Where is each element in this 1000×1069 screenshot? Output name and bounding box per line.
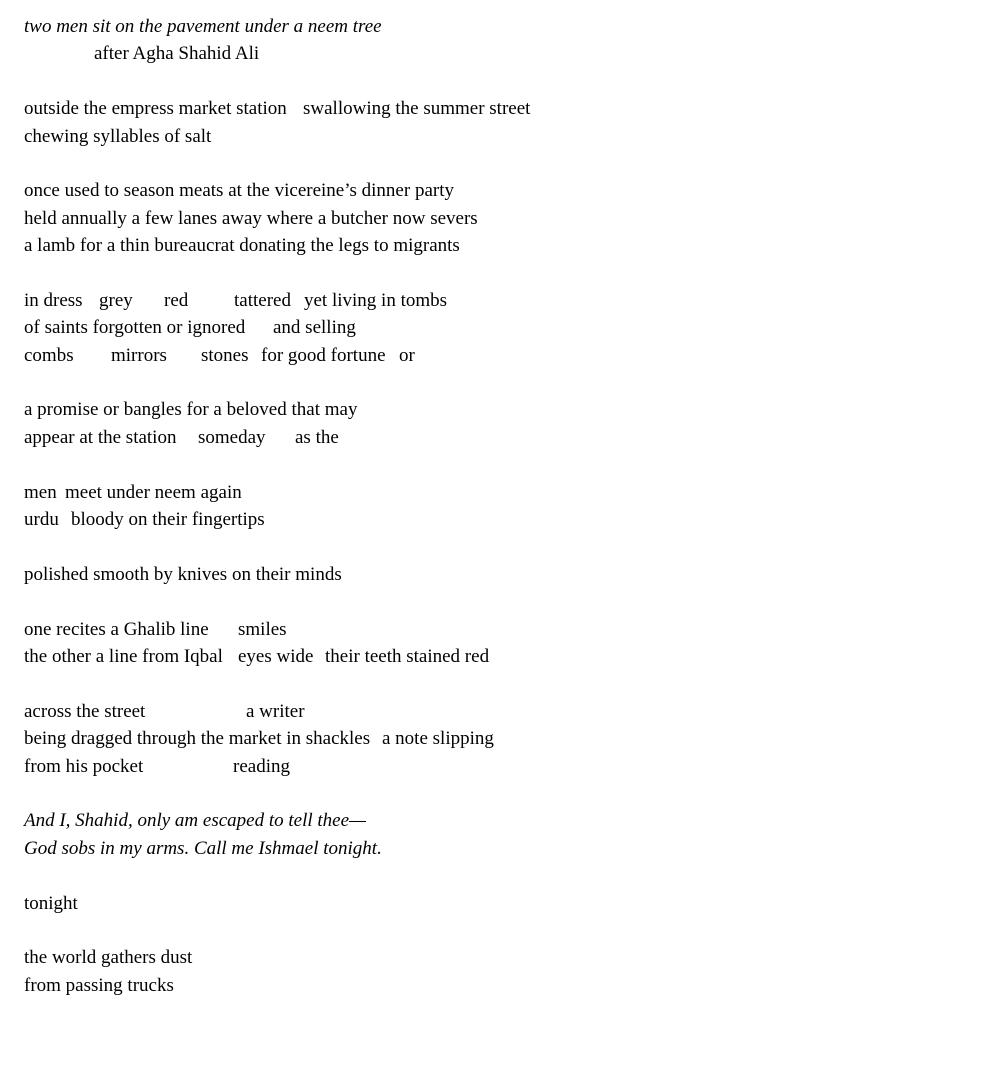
poem-line [24,698,984,725]
stanza [24,177,984,259]
poem-line [24,944,984,971]
poem-line [24,424,984,451]
line-segment: or [399,344,415,366]
stanza [24,944,984,999]
line-segment: in dress [24,289,83,311]
line-segment: the other a line from Iqbal [24,645,223,667]
line-segment: God sobs in my arms. Call me Ishmael tonight. [24,837,382,859]
line-segment: for good fortune [261,344,386,366]
line-segment: grey [99,289,133,311]
line-segment: And I, Shahid, only am escaped to tell thee— [24,810,366,832]
line-segment: stones [201,344,249,366]
poem [24,13,984,999]
line-segment: once used to season meats at the vicereine’s dinner party [24,180,454,202]
poem-line [24,561,984,588]
stanza-break [24,150,984,177]
poem-line [24,95,984,122]
line-segment: being dragged through the market in shackles [24,728,371,750]
stanza [24,616,984,671]
line-segment: of saints forgotten or ignored [24,317,246,339]
stanza-break [24,533,984,560]
poem-line [24,177,984,204]
stanza [24,287,984,369]
stanza-break [24,369,984,396]
line-segment: bloody on their fingertips [71,509,265,531]
line-segment: yet living in tombs [304,289,448,311]
stanza-break [24,862,984,889]
line-segment: from passing trucks [24,974,174,996]
line-segment: swallowing the summer street [303,98,531,120]
line-segment: the world gathers dust [24,947,193,969]
line-segment: and selling [273,317,356,339]
poem-line [24,643,984,670]
stanza-break [24,588,984,615]
stanza-break [24,670,984,697]
stanza-break [24,68,984,95]
line-segment: one recites a Ghalib line [24,618,209,640]
poem-line [24,232,984,259]
line-segment: tonight [24,892,78,914]
poem-line [24,342,984,369]
poem-dedication: after Agha Shahid Ali [94,43,260,65]
stanza-break [24,917,984,944]
poem-line [24,205,984,232]
stanza [24,396,984,451]
line-segment: red [164,289,189,311]
line-segment: smiles [238,618,287,640]
poem-title: two men sit on the pavement under a neem tree [24,16,382,37]
line-segment: polished smooth by knives on their minds [24,563,342,585]
poem-body [24,68,984,999]
stanza [24,698,984,780]
line-segment: eyes wide [238,645,314,667]
poem-line [24,123,984,150]
poem-line [24,835,984,862]
line-segment: meet under neem again [65,481,242,503]
poem-line [24,479,984,506]
poem-line [24,287,984,314]
poem-line [24,725,984,752]
line-segment: someday [198,426,266,448]
line-segment: mirrors [111,344,167,366]
poem-line [24,506,984,533]
line-segment: tattered [234,289,291,311]
poem-line [24,807,984,834]
stanza [24,807,984,862]
line-segment: men [24,481,57,503]
line-segment: across the street [24,700,146,722]
poem-line [24,890,984,917]
line-segment: appear at the station [24,426,177,448]
line-segment: outside the empress market station [24,98,287,120]
line-segment: their teeth stained red [325,645,490,667]
line-segment: a lamb for a thin bureaucrat donating the legs to migrants [24,235,460,257]
line-segment: a writer [246,700,305,722]
poem-line [24,314,984,341]
stanza [24,479,984,534]
stanza-break [24,780,984,807]
line-segment: as the [295,426,339,448]
stanza [24,561,984,588]
line-segment: from his pocket [24,755,144,777]
poem-line [24,753,984,780]
line-segment: combs [24,344,74,366]
line-segment: urdu [24,509,59,531]
line-segment: chewing syllables of salt [24,125,212,147]
line-segment: a promise or bangles for a beloved that may [24,399,358,421]
stanza [24,95,984,150]
line-segment: a note slipping [382,728,494,750]
line-segment: held annually a few lanes away where a butcher now severs [24,207,478,229]
stanza-break [24,451,984,478]
line-segment: reading [233,755,290,777]
poem-line [24,396,984,423]
stanza [24,890,984,917]
poem-line [24,972,984,999]
poem-line [24,616,984,643]
stanza-break [24,260,984,287]
